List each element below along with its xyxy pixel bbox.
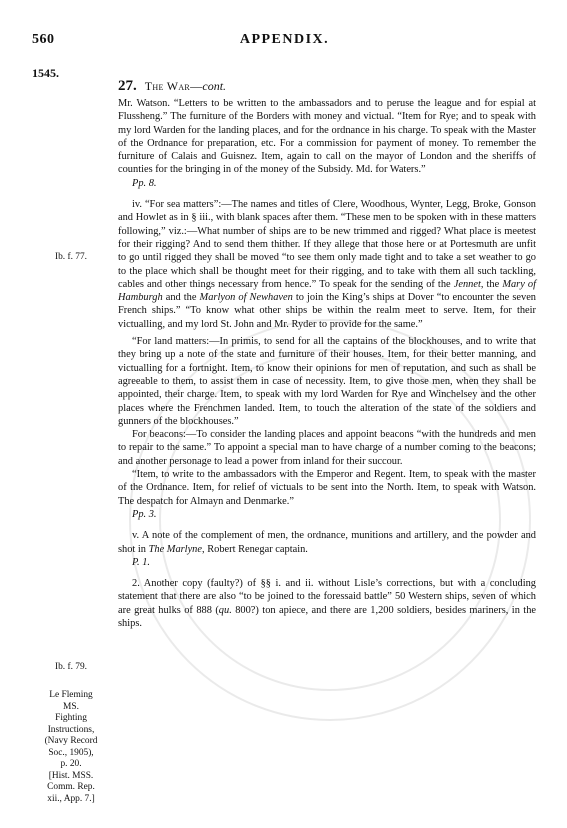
page-count: Pp. 8. [132, 177, 157, 189]
sidenote-ib-77: Ib. f. 77. [54, 252, 88, 262]
ship-name: Marlyon of Newhaven [199, 292, 293, 304]
paragraph-ambassadors: “Item, to write to the ambassadors with the Emperor and Regent. Item, to speak with the master of the Ordnance. Item, for relief of victuals to be sent into the North. Item, to speak with Watson. The despatch for Almayn and Denmarke.” [118, 469, 536, 507]
sidenote-line: MS. [63, 701, 79, 712]
sidenote-le-fleming [30, 690, 112, 805]
paragraph-sea-matters: iv. “For sea matters”:—The names and titles of Clere, Woodhous, Wynter, Legg, Broke, Gonson and Howlet as in § iii., with blank spaces after them. “These men to be spoken with in these matters following,” viz.:—What number of ships are to be new trimmed and rigged? What place is meetest for their rigging? And to send them thither. If they allege that those here or at Portesmuth are unfit to go until rigged they shall be moved “to see them only made tight and to take a set weather to go to the place which shall be thought meet for their rigging, and to take with them all such tackling, cables and other things necessary from hence.” To speak for the sending of the Jennet, the Mary of Hamburgh and the Marlyon of Newhaven to join the King’s ships at Dover “to encounter the seven French ships.” “To know what other ships be within the realm meet to serve. Item, for their victualling, and my lord St. John and Mr. Ryder to provide for the same.” [118, 199, 536, 330]
paragraph-beacons: For beacons:—To consider the landing places and appoint beacons “with the hundreds and men to repair to the same.” To appoint a special man to have charge of a number coming to the beacons; and another personage to lead a power from inland for their succour. [118, 429, 536, 467]
paragraph-land-matters: “For land matters:—In primis, to send for all the captains of the blockhouses, and to write that they bring up a note of the state and furniture of their houses. Item, for their better manning, and victualling for a fortnight. Item, to know their opinions for men of reputation, and such as shall be agreeable to them, to assist them in case of necessity. Item, to give those men, when they shall be appointed, their charge. Item, to speak with my lord Warden for Rye and Winchelsey and the other places where the Frenchmen landed. Item, to touch the alteration of the state of the soldiers and gunners of the blockhouses.” [118, 336, 536, 427]
running-title: APPENDIX. [239, 32, 330, 47]
page-header [32, 32, 537, 52]
entry-title-cont: cont. [202, 79, 227, 93]
entry-body [118, 97, 536, 630]
entry-heading [118, 78, 226, 95]
sidenote-line: [Hist. MSS. [48, 770, 94, 781]
sidenote-line: (Navy Record [44, 736, 98, 746]
entry-number: 27. [118, 78, 137, 94]
ship-name: The Marlyne [148, 543, 202, 555]
sidenote-ib-79: Ib. f. 79. [54, 662, 88, 672]
sidenote-line: Le Fleming [49, 690, 93, 700]
ship-name: Mary of Hamburgh [118, 278, 536, 304]
sidenote-line: Fighting [55, 713, 87, 723]
ship-name: Jennet [453, 278, 481, 290]
year-label: 1545. [32, 66, 59, 80]
page-number: 560 [32, 32, 55, 47]
sidenote-line: xii., App. 7.] [47, 793, 95, 804]
paragraph-complement: v. A note of the complement of men, the ordnance, munitions and artillery, and the powder and shot in The Marlyne, Robert Renegar captain. [118, 530, 536, 555]
sidenote-line: Soc., 1905), [48, 747, 94, 758]
sidenote-line: p. 20. [60, 759, 82, 769]
page-count: P. 1. [132, 556, 150, 568]
sidenote-line: Comm. Rep. [47, 782, 95, 792]
sidenote-line: Instructions, [47, 724, 95, 735]
page-count: Pp. 3. [132, 508, 157, 520]
paragraph-watson: Mr. Watson. “Letters to be written to the ambassadors and to peruse the league and for espial at Flussheng.” The furniture of the Borders with money and victual. “Item for Rye; and to speak with my lord Warden for the landing places, and for the ordnance in his charge. To speak with the Master of the Ordnance for preparation, etc. For a commission for payment of money. To remember the furniture of Calais and Guisnez. Item, again to call on the mayor of London and the sheriffs of counties for the bringing in of the money of the Subsidy. Md. for Waters.” [118, 98, 536, 176]
paragraph-another-copy: 2. Another copy (faulty?) of §§ i. and ii. without Lisle’s corrections, but with a concluding statement that there are also “to be joined to the foressaid battle” 50 Western ships, seven of which are great hulks of 888 (qu. 800?) ton apiece, and there are 1,200 soldiers, besides mariners, in the ships. [118, 578, 537, 629]
entry-title: The War— [144, 79, 203, 93]
